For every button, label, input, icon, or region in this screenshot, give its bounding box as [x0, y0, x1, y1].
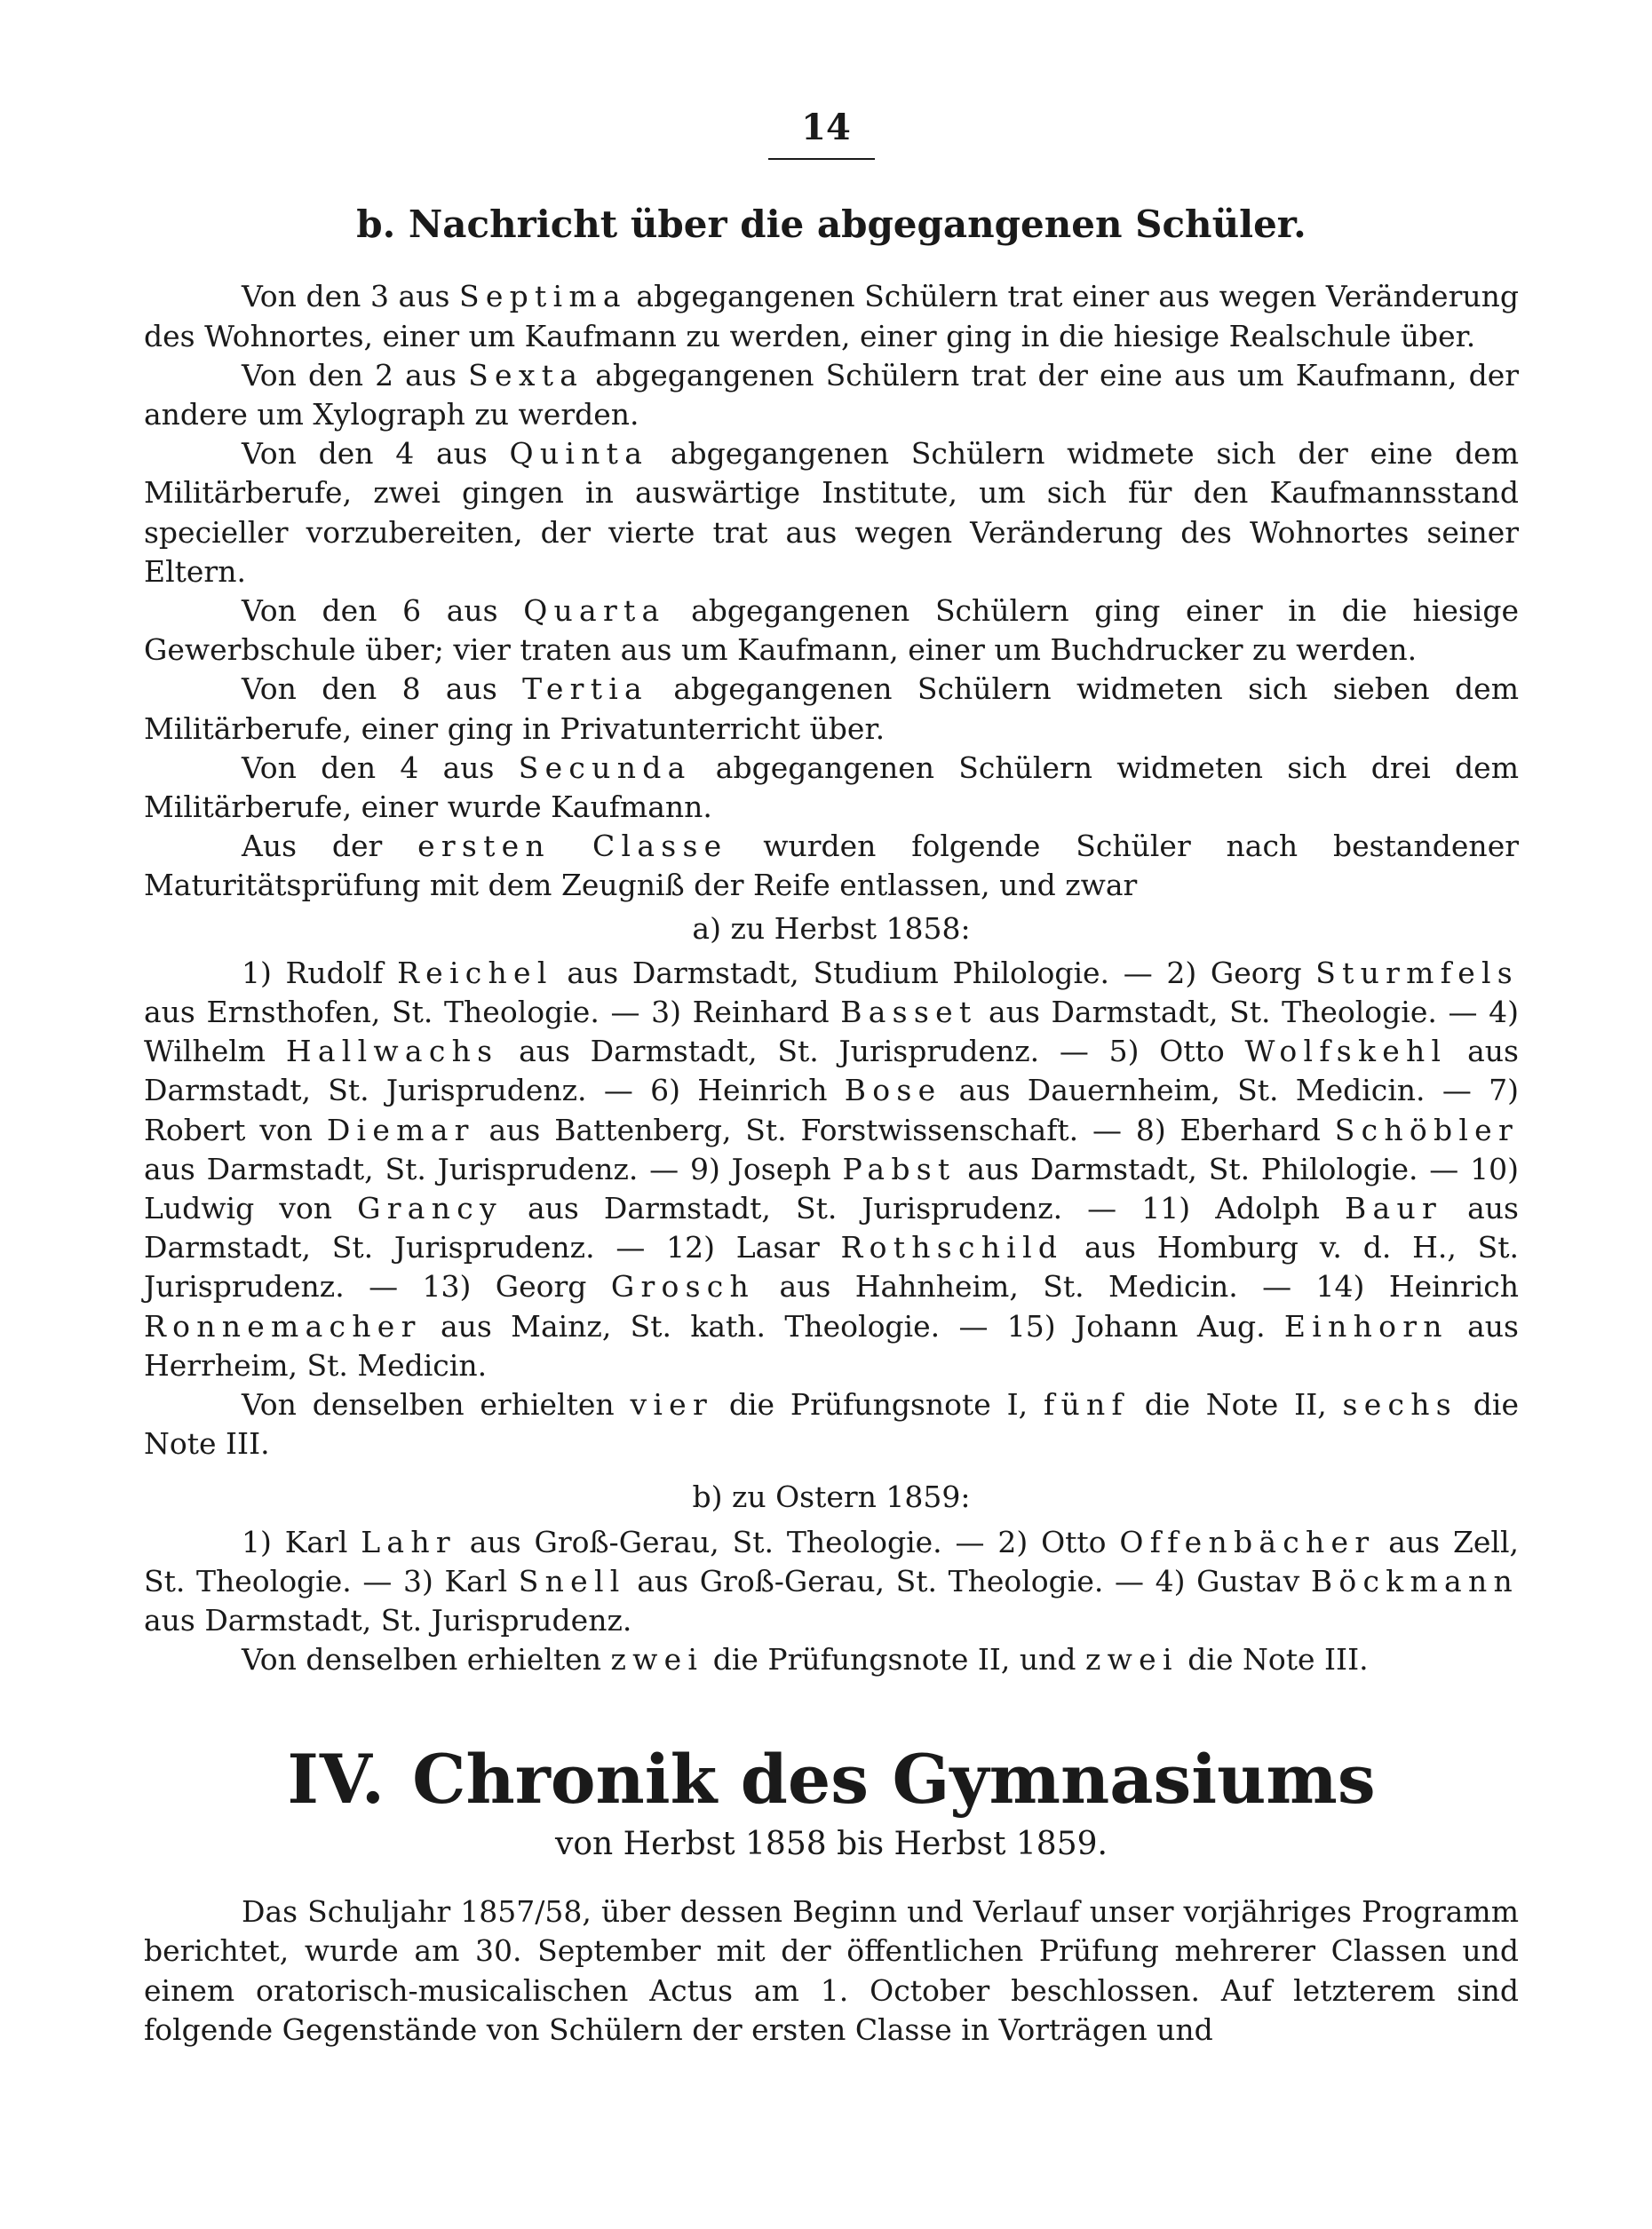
list-autumn-graduates: 1) Rudolf Reichel aus Darmstadt, Studium Philologie. — 2) Georg Sturmfels aus Ernsthofen, St. Theologie. — 3) Reinhard Basset aus Darmstadt, St. Theologie. — 4) Wilhelm Hallwachs aus Darmstadt, St. Jurisprudenz. — 5) Otto Wolfskehl aus Darmstadt, St. Jurisprudenz. — 6) Heinrich Bose aus Dauernheim, St. Medicin. — 7) Robert von Diemar aus Battenberg, St. Forstwissenschaft. — 8) Eberhard Schöbler aus Darmstadt, St. Jurisprudenz. — 9) Joseph Pabst aus Darmstadt, St. Philologie. — 10) Ludwig von Grancy aus Darmstadt, St. Jurisprudenz. — 11) Adolph Baur aus Darmstadt, St. Jurisprudenz. — 12) Lasar Rothschild aus Homburg v. d. H., St. Jurisprudenz. — 13) Georg Grosch aus Hahnheim, St. Medicin. — 14) Heinrich Ronnemacher aus Mainz, St. kath. Theologie. — 15) Johann Aug. Einhorn aus Herrheim, St. Medicin.: [144, 955, 1519, 1383]
student-name: Baur: [1345, 1191, 1443, 1226]
student-name: Rothschild: [840, 1230, 1064, 1265]
chapter-title: Chronik des Gymnasiums: [412, 1739, 1376, 1819]
paragraph-septima: Von den 3 aus Septima abgegangenen Schülern trat einer aus wegen Veränderung des Wohnortes, einer um Kaufmann zu werden, einer ging in die hiesige Realschule über.: [144, 279, 1519, 353]
paragraph-prima: Aus der ersten Classe wurden folgende Schüler nach bestandener Maturitätsprüfung mit dem Zeugniß der Reife entlassen, und zwar: [144, 829, 1519, 903]
student-name: Schöbler: [1334, 1112, 1519, 1147]
student-name: Sturmfels: [1315, 955, 1519, 990]
student-name: Ronnemacher: [144, 1308, 422, 1344]
student-name: Wolfskehl: [1244, 1034, 1448, 1069]
paragraph-sexta: Von den 2 aus Sexta abgegangenen Schülern trat der eine aus um Kaufmann, der andere um Xylograph zu werden.: [144, 357, 1519, 432]
paragraph-autumn-grades: Von denselben erhielten vier die Prüfungsnote I, fünf die Note II, sechs die Note III.: [144, 1387, 1520, 1462]
paragraph-secunda: Von den 4 aus Secunda abgegangenen Schülern widmeten sich drei dem Militärberufe, einer wurde Kaufmann.: [144, 750, 1519, 825]
paragraph-spring-grades: Von denselben erhielten zwei die Prüfungsnote II, und zwei die Note III.: [242, 1642, 1369, 1678]
student-name: Diemar: [326, 1112, 475, 1147]
paragraph-quarta: Von den 6 aus Quarta abgegangenen Schülern ging einer in die hiesige Gewerbschule über; vier traten aus um Kaufmann, einer um Buchdrucker zu werden.: [144, 593, 1519, 668]
student-name: Basset: [840, 995, 978, 1030]
student-name: Pabst: [842, 1151, 957, 1186]
student-name: Böckmann: [1310, 1563, 1519, 1598]
class-name: Tertia: [522, 671, 648, 707]
student-name: Bose: [844, 1073, 942, 1108]
class-name: ersten Classe: [417, 829, 728, 864]
paragraph-quinta: Von den 4 aus Quinta abgegangenen Schülern widmete sich der eine dem Militärberufe, zwei gingen in auswärtige Institute, um sich für den Kaufmannsstand specieller vorzubereiten, der vierte trat aus wegen Veränderung des Wohnortes seiner Eltern.: [144, 436, 1519, 589]
student-name: Snell: [518, 1563, 626, 1598]
page-number-rule: [768, 158, 875, 160]
class-name: Quinta: [509, 436, 649, 472]
chapter-heading: [144, 1739, 1519, 1819]
page-number: 14: [801, 107, 851, 148]
student-name: Grosch: [610, 1269, 756, 1305]
class-name: Sexta: [468, 357, 584, 393]
chapter-subtitle: von Herbst 1858 bis Herbst 1859.: [555, 1826, 1108, 1863]
student-name: Grancy: [357, 1191, 503, 1226]
student-name: Lahr: [361, 1524, 457, 1559]
student-name: Offenbächer: [1119, 1524, 1376, 1559]
subheading-spring: b) zu Ostern 1859:: [692, 1479, 971, 1515]
list-spring-graduates: 1) Karl Lahr aus Groß-Gerau, St. Theologie. — 2) Otto Offenbächer aus Zell, St. Theologie. — 3) Karl Snell aus Groß-Gerau, St. Theologie. — 4) Gustav Böckmann aus Darmstadt, St. Jurisprudenz.: [144, 1524, 1519, 1638]
paragraph-chronicle: Das Schuljahr 1857/58, über dessen Beginn und Verlauf unser vorjähriges Programm berichtet, wurde am 30. September mit der öffentlichen Prüfung mehrerer Classen und einem oratorisch-musicalischen Actus am 1. October beschlossen. Auf letzterem sind folgende Gegenstände von Schülern der ersten Classe in Vorträgen und: [144, 1894, 1519, 2047]
chapter-number: IV.: [287, 1739, 386, 1819]
class-name: Secunda: [518, 750, 692, 785]
student-name: Einhorn: [1283, 1308, 1449, 1344]
student-name: Hallwachs: [285, 1034, 499, 1069]
section-heading: b. Nachricht über die abgegangenen Schüler.: [356, 202, 1307, 246]
page-content: [144, 202, 1519, 2050]
paragraph-tertia: Von den 8 aus Tertia abgegangenen Schülern widmeten sich sieben dem Militärberufe, einer ging in Privatunterricht über.: [144, 671, 1519, 746]
class-name: Septima: [458, 279, 627, 314]
class-name: Quarta: [523, 593, 666, 629]
subheading-autumn: a) zu Herbst 1858:: [692, 910, 971, 946]
student-name: Reichel: [397, 955, 553, 990]
